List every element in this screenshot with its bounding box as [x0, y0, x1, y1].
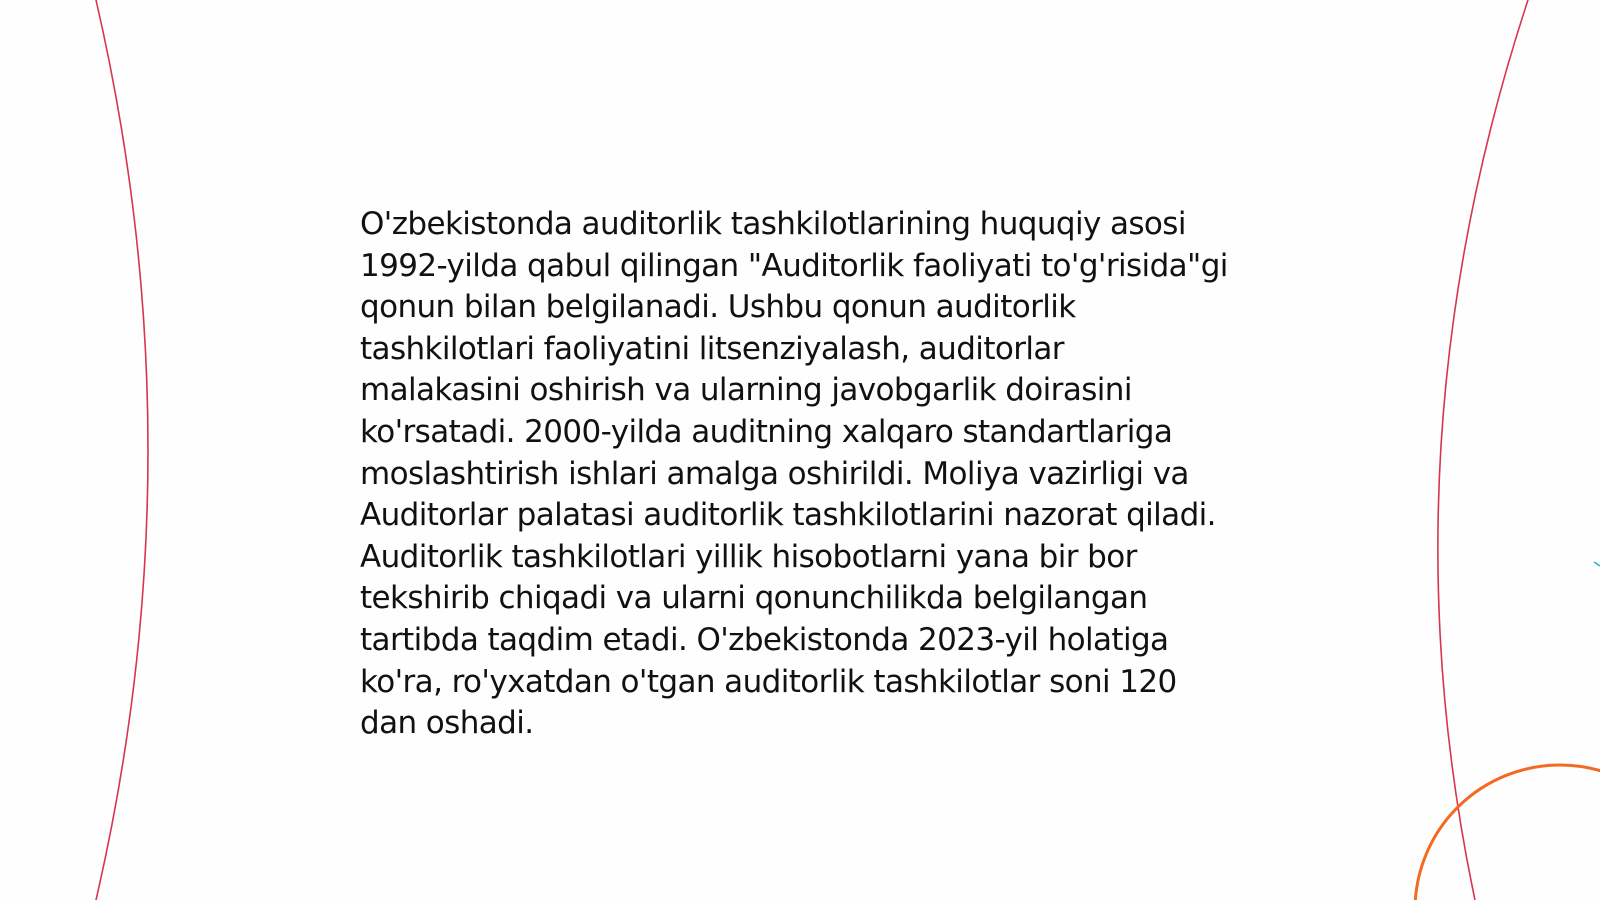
right-arc-decoration	[1438, 0, 1528, 900]
left-arc-decoration	[96, 0, 148, 900]
slide-body-text: O'zbekistonda auditorlik tashkilotlarining huquqiy asosi 1992-yilda qabul qilingan "Auditorlik faoliyati to'g'risida"gi qonun bilan belgilanadi. Ushbu qonun auditorlik tashkilotlari faoliyatini litsenziyalash, auditorlar malakasini oshirish va ularning javobgarlik doirasini ko'rsatadi. 2000-yilda auditning xalqaro standartlariga moslashtirish ishlari amalga oshirildi. Moliya vazirligi va Auditorlar palatasi auditorlik tashkilotlarini nazorat qiladi. Auditorlik tashkilotlari yillik hisobotlarni yana bir bor tekshirib chiqadi va ularni qonunchilikda belgilangan tartibda taqdim etadi. O'zbekistonda 2023-yil holatiga ko'ra, ro'yxatdan o'tgan auditorlik tashkilotlar soni 120 dan oshadi.	[360, 206, 1228, 742]
teal-accent-decoration	[1594, 562, 1600, 566]
orange-circle-decoration	[1415, 765, 1600, 900]
